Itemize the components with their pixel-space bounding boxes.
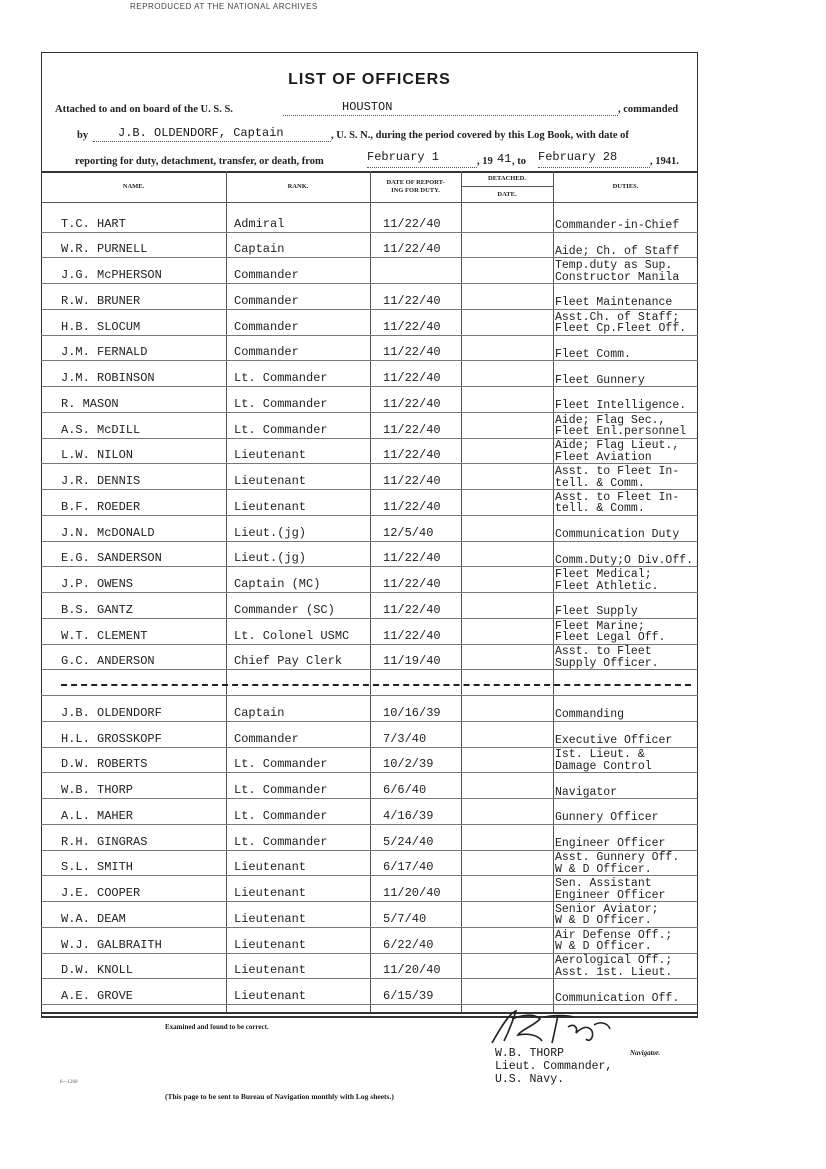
officer-duties	[555, 930, 700, 953]
officer-name: S.L. SMITH	[61, 860, 134, 875]
duty-line: Asst. to Fleet	[555, 645, 652, 659]
from-dotline	[367, 167, 477, 168]
reporting-label: reporting for duty, detachment, transfer, or death, from	[75, 156, 324, 167]
reporting-date: 11/22/40	[383, 628, 441, 643]
officer-duties	[555, 529, 700, 541]
officer-name: J.M. FERNALD	[61, 345, 148, 360]
reporting-date: 4/16/39	[383, 808, 434, 823]
year-value: 41	[497, 152, 512, 166]
officer-name: J.B. OLDENDORF	[61, 705, 162, 720]
duty-line: Sen. Assistant	[555, 877, 652, 891]
duty-line: W & D Officer.	[555, 862, 652, 876]
officer-rank: Lt. Commander	[234, 783, 328, 798]
col-head-rank: RANK.	[287, 183, 309, 190]
col-head-reporting-1: DATE OF REPORT-	[386, 179, 445, 186]
reporting-date: 5/24/40	[383, 834, 434, 849]
officer-rank: Commander	[234, 345, 299, 360]
reporting-date: 10/16/39	[383, 705, 441, 720]
officer-name: A.L. MAHER	[61, 808, 134, 823]
officer-name: H.B. SLOCUM	[61, 319, 141, 334]
officer-rank: Captain (MC)	[234, 577, 321, 592]
table-row	[41, 928, 698, 954]
table-row	[41, 233, 698, 259]
reporting-date: 11/20/40	[383, 963, 441, 978]
duty-line: Fleet Enl.personnel	[555, 425, 687, 439]
signer-rank: Lieut. Commander,	[495, 1060, 613, 1073]
duty-line: W & D Officer.	[555, 940, 652, 954]
duty-line: Aide; Ch. of Staff	[555, 244, 680, 258]
reporting-date: 11/20/40	[383, 886, 441, 901]
signer-service: U.S. Navy.	[495, 1073, 565, 1086]
duty-line: Fleet Supply	[555, 605, 638, 619]
duty-line: Senior Aviator;	[555, 902, 659, 916]
officer-name: W.R. PURNELL	[61, 242, 148, 257]
signature-graphic	[482, 1005, 622, 1047]
officer-rank: Lieutenant	[234, 474, 307, 489]
reporting-date: 11/22/40	[383, 293, 441, 308]
officer-duties	[555, 220, 700, 232]
reporting-date: 6/6/40	[383, 783, 427, 798]
duty-line: Communication Duty	[555, 528, 680, 542]
page-title: LIST OF OFFICERS	[288, 71, 451, 88]
reporting-date: 11/22/40	[383, 551, 441, 566]
duty-line: Fleet Comm.	[555, 347, 631, 361]
reporting-date: 11/19/40	[383, 654, 441, 669]
officer-duties	[555, 787, 700, 799]
table-row	[41, 774, 698, 800]
officer-rank: Lt. Commander	[234, 834, 328, 849]
to-dotline	[538, 167, 650, 168]
table-row	[41, 387, 698, 413]
officer-duties	[555, 993, 700, 1005]
officer-duties	[555, 646, 700, 669]
table-row	[41, 799, 698, 825]
table-row	[41, 902, 698, 928]
officer-duties	[555, 466, 700, 489]
reporting-date: 11/22/40	[383, 448, 441, 463]
officer-name: A.S. McDILL	[61, 422, 141, 437]
table-row	[41, 980, 698, 1006]
duty-line: Ist. Lieut. &	[555, 748, 645, 762]
table-row	[41, 542, 698, 568]
officer-duties	[555, 400, 700, 412]
dashed-line	[61, 684, 691, 686]
table-row	[41, 568, 698, 594]
duty-line: Asst. 1st. Lieut.	[555, 965, 673, 979]
officer-duties	[555, 297, 700, 309]
officer-duties	[555, 735, 700, 747]
table-row	[41, 722, 698, 748]
officer-duties	[555, 749, 700, 772]
duty-line: Gunnery Officer	[555, 811, 659, 825]
section-separator	[41, 671, 698, 697]
year-prefix: , 19	[477, 156, 493, 167]
col-head-duties: DUTIES.	[612, 183, 639, 190]
table-row	[41, 825, 698, 851]
reporting-date: 5/7/40	[383, 911, 427, 926]
table-row	[41, 696, 698, 722]
officer-rank: Lieutenant	[234, 937, 307, 952]
duty-line: Supply Officer.	[555, 656, 659, 670]
duty-line: Executive Officer	[555, 734, 673, 748]
officer-name: E.G. SANDERSON	[61, 551, 162, 566]
reporting-date: 11/22/40	[383, 371, 441, 386]
duty-line: Fleet Athletic.	[555, 579, 659, 593]
duty-line: Fleet Gunnery	[555, 373, 645, 387]
table-row	[41, 336, 698, 362]
officer-name: G.C. ANDERSON	[61, 654, 155, 669]
officer-rank: Chief Pay Clerk	[234, 654, 343, 669]
officer-name: T.C. HART	[61, 216, 126, 231]
reporting-date: 6/22/40	[383, 937, 434, 952]
col-head-name: NAME.	[122, 183, 145, 190]
officer-name: R.W. BRUNER	[61, 293, 141, 308]
duty-line: Fleet Marine;	[555, 619, 645, 633]
duty-line: Asst. to Fleet In-	[555, 490, 680, 504]
to-label: , to	[512, 156, 526, 167]
officer-name: J.P. OWENS	[61, 577, 134, 592]
from-date: February 1	[367, 150, 440, 164]
table-row	[41, 465, 698, 491]
officer-rank: Lt. Commander	[234, 757, 328, 772]
officer-name: J.M. ROBINSON	[61, 371, 155, 386]
officer-rank: Lieutenant	[234, 860, 307, 875]
duty-line: Asst.Ch. of Staff;	[555, 310, 680, 324]
commanded-label: , commanded	[618, 104, 679, 115]
officer-rank: Lt. Commander	[234, 371, 328, 386]
officer-name: D.W. ROBERTS	[61, 757, 148, 772]
officer-duties	[555, 955, 700, 978]
reporting-date: 6/17/40	[383, 860, 434, 875]
reporting-date: 11/22/40	[383, 396, 441, 411]
officer-name: W.J. GALBRAITH	[61, 937, 162, 952]
officer-duties	[555, 492, 700, 515]
reporting-date: 11/22/40	[383, 499, 441, 514]
officer-duties	[555, 878, 700, 901]
col-head-date: DATE.	[497, 191, 517, 198]
examined-note: Examined and found to be correct.	[165, 1023, 269, 1031]
table-row	[41, 619, 698, 645]
by-label: by	[77, 130, 89, 141]
officer-rank: Lieutenant	[234, 963, 307, 978]
officer-rank: Lieutenant	[234, 448, 307, 463]
detached-subrule	[461, 186, 553, 187]
officer-rank: Admiral	[234, 216, 285, 231]
officer-rank: Lt. Commander	[234, 808, 328, 823]
officer-name: J.E. COOPER	[61, 886, 141, 901]
table-row	[41, 490, 698, 516]
duty-line: Asst. Gunnery Off.	[555, 851, 680, 865]
officer-rank: Commander (SC)	[234, 602, 335, 617]
officer-name: D.W. KNOLL	[61, 963, 134, 978]
duty-line: Comm.Duty;O Div.Off.	[555, 553, 694, 567]
col-head-reporting-2: ING FOR DUTY.	[391, 187, 440, 194]
officer-name: W.A. DEAM	[61, 911, 126, 926]
officer-name: W.B. THORP	[61, 783, 134, 798]
officer-name: J.R. DENNIS	[61, 474, 141, 489]
reporting-date: 11/22/40	[383, 577, 441, 592]
duty-line: Fleet Legal Off.	[555, 631, 666, 645]
table-row	[41, 310, 698, 336]
officer-duties	[555, 415, 700, 438]
officer-rank: Lieutenant	[234, 989, 307, 1004]
duty-line: Fleet Medical;	[555, 568, 652, 582]
table-row	[41, 516, 698, 542]
reporting-date: 11/22/40	[383, 422, 441, 437]
reporting-date: 12/5/40	[383, 525, 434, 540]
duty-line: tell. & Comm.	[555, 476, 645, 490]
reporting-date: 7/3/40	[383, 731, 427, 746]
reporting-date: 11/22/40	[383, 216, 441, 231]
officer-duties	[555, 349, 700, 361]
year-suffix: , 1941.	[650, 156, 679, 167]
officer-name: B.F. ROEDER	[61, 499, 141, 514]
reporting-date: 11/22/40	[383, 319, 441, 334]
officer-rank: Lieutenant	[234, 499, 307, 514]
officer-duties	[555, 246, 700, 258]
table-row	[41, 413, 698, 439]
duty-line: Asst. to Fleet In-	[555, 465, 680, 479]
duty-line: Communication Off.	[555, 991, 680, 1005]
attached-label: Attached to and on board of the U. S. S.	[55, 104, 233, 115]
reporting-date: 6/15/39	[383, 989, 434, 1004]
archive-stamp: REPRODUCED AT THE NATIONAL ARCHIVES	[130, 2, 318, 11]
duty-line: Fleet Maintenance	[555, 296, 673, 310]
duty-line: Aerological Off.;	[555, 954, 673, 968]
officer-duties	[555, 569, 700, 592]
officer-name: B.S. GANTZ	[61, 602, 134, 617]
duty-line: Commander-in-Chief	[555, 219, 680, 233]
officer-duties	[555, 709, 700, 721]
officer-name: L.W. NILON	[61, 448, 134, 463]
table-row	[41, 851, 698, 877]
duty-line: Aide; Flag Sec.,	[555, 413, 666, 427]
officer-rank: Lieut.(jg)	[234, 551, 307, 566]
officer-rank: Lieutenant	[234, 886, 307, 901]
duty-line: Constructor Manila	[555, 270, 680, 284]
duty-line: Commanding	[555, 708, 625, 722]
officer-rank: Lieutenant	[234, 911, 307, 926]
officer-name: R.H. GINGRAS	[61, 834, 148, 849]
duty-line: Aide; Flag Lieut.,	[555, 439, 680, 453]
table-row	[41, 362, 698, 388]
officer-rank: Commander	[234, 268, 299, 283]
officer-name: J.G. McPHERSON	[61, 268, 162, 283]
duty-line: Engineer Officer	[555, 837, 666, 851]
officer-rank: Commander	[234, 731, 299, 746]
reporting-date: 11/22/40	[383, 242, 441, 257]
officer-duties	[555, 904, 700, 927]
reporting-date: 11/22/40	[383, 345, 441, 360]
duty-line: Fleet Cp.Fleet Off.	[555, 322, 687, 336]
officer-duties	[555, 260, 700, 283]
table-row	[41, 593, 698, 619]
officer-name: W.T. CLEMENT	[61, 628, 148, 643]
table-row	[41, 748, 698, 774]
officer-rank: Lieut.(jg)	[234, 525, 307, 540]
officer-rank: Captain	[234, 242, 285, 257]
duty-line: Air Defense Off.;	[555, 928, 673, 942]
col-head-detached: DETACHED.	[488, 175, 526, 182]
officer-duties	[555, 312, 700, 335]
ship-dotline	[283, 115, 618, 116]
duty-line: Temp.duty as Sup.	[555, 259, 673, 273]
officer-duties	[555, 838, 700, 850]
duty-line: Navigator	[555, 785, 618, 799]
signer-name: W.B. THORP	[495, 1047, 565, 1060]
table-row	[41, 259, 698, 285]
officer-rank: Captain	[234, 705, 285, 720]
officer-duties	[555, 555, 700, 567]
duty-line: W & D Officer.	[555, 914, 652, 928]
officer-rank: Commander	[234, 293, 299, 308]
officer-rank: Lt. Commander	[234, 422, 328, 437]
navigator-label: Navigator.	[630, 1049, 661, 1057]
officer-rank: Commander	[234, 319, 299, 334]
officer-duties	[555, 375, 700, 387]
officer-name: J.N. McDONALD	[61, 525, 155, 540]
duty-line: tell. & Comm.	[555, 502, 645, 516]
form-code: 6—1260	[60, 1080, 78, 1085]
table-row	[41, 207, 698, 233]
officer-duties	[555, 606, 700, 618]
commander-dotline	[93, 141, 331, 142]
duty-line: Fleet Aviation	[555, 450, 652, 464]
commander-name: J.B. OLDENDORF, Captain	[118, 126, 284, 140]
duty-line: Damage Control	[555, 759, 652, 773]
duty-line: Engineer Officer	[555, 888, 666, 902]
table-row	[41, 645, 698, 671]
reporting-date: 11/22/40	[383, 474, 441, 489]
table-row	[41, 284, 698, 310]
officer-rank: Lt. Colonel USMC	[234, 628, 350, 643]
usn-label: , U. S. N., during the period covered by this Log Book, with date of	[331, 130, 629, 141]
reporting-date: 11/22/40	[383, 602, 441, 617]
table-row	[41, 954, 698, 980]
officer-name: A.E. GROVE	[61, 989, 134, 1004]
officer-duties	[555, 812, 700, 824]
table-row	[41, 877, 698, 903]
duty-line: Fleet Intelligence.	[555, 399, 687, 413]
ship-name: HOUSTON	[342, 100, 393, 114]
table-row	[41, 439, 698, 465]
officer-duties	[555, 440, 700, 463]
routing-note: (This page to be sent to Bureau of Navigation monthly with Log sheets.)	[165, 1092, 394, 1101]
officer-name: R. MASON	[61, 396, 119, 411]
officer-duties	[555, 852, 700, 875]
officer-name: H.L. GROSSKOPF	[61, 731, 162, 746]
reporting-date: 10/2/39	[383, 757, 434, 772]
officer-rank: Lt. Commander	[234, 396, 328, 411]
officer-duties	[555, 621, 700, 644]
to-date: February 28	[538, 150, 618, 164]
